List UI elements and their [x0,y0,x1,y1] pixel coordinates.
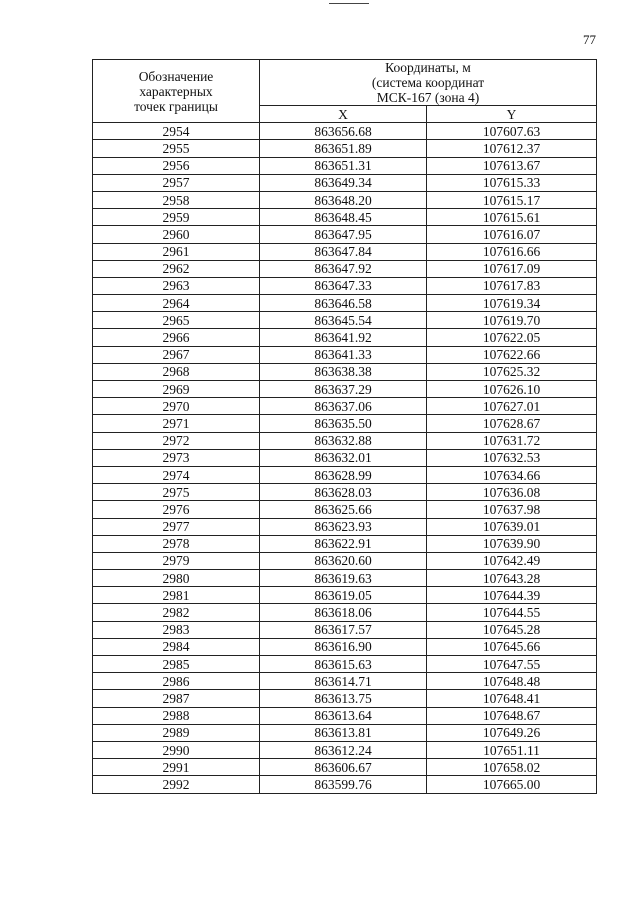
point-id-cell: 2981 [93,587,260,604]
x-coordinate-cell: 863613.81 [260,724,427,741]
point-id-cell: 2976 [93,501,260,518]
table-row [93,552,597,569]
y-coordinate-cell: 107645.66 [427,638,597,655]
table-row [93,724,597,741]
y-coordinate-cell: 107617.09 [427,260,597,277]
table-row [93,381,597,398]
x-coordinate-cell: 863612.24 [260,741,427,758]
point-id-cell: 2957 [93,174,260,191]
table-row [93,209,597,226]
y-coordinate-cell: 107634.66 [427,466,597,483]
x-coordinate-cell: 863619.05 [260,587,427,604]
y-coordinate-cell: 107649.26 [427,724,597,741]
point-id-cell: 2962 [93,260,260,277]
x-coordinate-cell: 863647.95 [260,226,427,243]
x-coordinate-cell: 863619.63 [260,570,427,587]
x-coordinate-cell: 863638.38 [260,363,427,380]
x-coordinate-cell: 863651.31 [260,157,427,174]
y-coordinate-cell: 107639.01 [427,518,597,535]
point-id-cell: 2990 [93,741,260,758]
point-id-cell: 2958 [93,191,260,208]
y-coordinate-cell: 107643.28 [427,570,597,587]
y-coordinate-cell: 107648.48 [427,673,597,690]
coordinates-table [92,59,597,794]
table-row [93,741,597,758]
x-coordinate-cell: 863625.66 [260,501,427,518]
x-column-header: X [260,106,427,123]
y-coordinate-cell: 107639.90 [427,535,597,552]
point-id-cell: 2954 [93,123,260,140]
point-id-cell: 2959 [93,209,260,226]
point-id-cell: 2980 [93,570,260,587]
table-row [93,707,597,724]
table-row [93,484,597,501]
point-id-cell: 2960 [93,226,260,243]
x-coordinate-cell: 863647.92 [260,260,427,277]
point-id-cell: 2955 [93,140,260,157]
y-coordinate-cell: 107622.66 [427,346,597,363]
x-coordinate-cell: 863620.60 [260,552,427,569]
table-row [93,312,597,329]
y-coordinate-cell: 107628.67 [427,415,597,432]
x-coordinate-cell: 863641.92 [260,329,427,346]
y-coordinate-cell: 107642.49 [427,552,597,569]
x-coordinate-cell: 863651.89 [260,140,427,157]
table-row [93,604,597,621]
y-coordinate-cell: 107644.39 [427,587,597,604]
x-coordinate-cell: 863617.57 [260,621,427,638]
point-id-cell: 2965 [93,312,260,329]
table-row [93,157,597,174]
table-row [93,363,597,380]
point-id-cell: 2969 [93,381,260,398]
table-row [93,295,597,312]
table-row [93,759,597,776]
table-row [93,570,597,587]
y-coordinate-cell: 107648.41 [427,690,597,707]
point-id-cell: 2966 [93,329,260,346]
x-coordinate-cell: 863649.34 [260,174,427,191]
point-id-cell: 2964 [93,295,260,312]
table-row [93,329,597,346]
x-coordinate-cell: 863648.20 [260,191,427,208]
coord-header-line: Координаты, м [385,60,471,75]
y-coordinate-cell: 107619.34 [427,295,597,312]
table-row [93,226,597,243]
x-coordinate-cell: 863648.45 [260,209,427,226]
point-header-line: Обозначение [138,68,214,84]
x-coordinate-cell: 863628.03 [260,484,427,501]
table-row [93,398,597,415]
coord-header-line: МСК-167 (зона 4) [376,90,480,105]
x-coordinate-cell: 863656.68 [260,123,427,140]
x-coordinate-cell: 863623.93 [260,518,427,535]
x-coordinate-cell: 863632.01 [260,449,427,466]
x-coordinate-cell: 863632.88 [260,432,427,449]
table-row [93,656,597,673]
y-coordinate-cell: 107626.10 [427,381,597,398]
point-id-cell: 2963 [93,277,260,294]
table-row [93,191,597,208]
x-coordinate-cell: 863599.76 [260,776,427,793]
point-id-cell: 2971 [93,415,260,432]
point-id-cell: 2968 [93,363,260,380]
x-coordinate-cell: 863645.54 [260,312,427,329]
table-row [93,518,597,535]
table-row [93,501,597,518]
point-designation-header [93,60,260,123]
x-coordinate-cell: 863646.58 [260,295,427,312]
x-coordinate-cell: 863613.75 [260,690,427,707]
point-id-cell: 2983 [93,621,260,638]
x-coordinate-cell: 863635.50 [260,415,427,432]
top-rule [329,3,369,4]
table-row [93,260,597,277]
y-coordinate-cell: 107613.67 [427,157,597,174]
point-id-cell: 2989 [93,724,260,741]
y-coordinate-cell: 107636.08 [427,484,597,501]
x-coordinate-cell: 863641.33 [260,346,427,363]
point-id-cell: 2985 [93,656,260,673]
table-row [93,638,597,655]
point-id-cell: 2975 [93,484,260,501]
y-coordinate-cell: 107625.32 [427,363,597,380]
point-id-cell: 2987 [93,690,260,707]
y-coordinate-cell: 107651.11 [427,741,597,758]
point-id-cell: 2988 [93,707,260,724]
y-coordinate-cell: 107627.01 [427,398,597,415]
point-id-cell: 2970 [93,398,260,415]
x-coordinate-cell: 863628.99 [260,466,427,483]
y-coordinate-cell: 107665.00 [427,776,597,793]
point-id-cell: 2956 [93,157,260,174]
page-number: 77 [583,32,596,47]
table-row [93,346,597,363]
y-coordinate-cell: 107647.55 [427,656,597,673]
x-coordinate-cell: 863647.33 [260,277,427,294]
coordinates-header [260,60,597,106]
table-body [93,123,597,793]
y-coordinate-cell: 107612.37 [427,140,597,157]
x-coordinate-cell: 863637.29 [260,381,427,398]
table-row [93,174,597,191]
point-id-cell: 2986 [93,673,260,690]
point-id-cell: 2992 [93,776,260,793]
y-coordinate-cell: 107622.05 [427,329,597,346]
point-id-cell: 2961 [93,243,260,260]
table-row [93,776,597,793]
table-row [93,535,597,552]
point-id-cell: 2974 [93,466,260,483]
y-coordinate-cell: 107617.83 [427,277,597,294]
table-row [93,449,597,466]
table-row [93,123,597,140]
table-row [93,621,597,638]
x-coordinate-cell: 863606.67 [260,759,427,776]
point-id-cell: 2982 [93,604,260,621]
x-coordinate-cell: 863637.06 [260,398,427,415]
x-coordinate-cell: 863618.06 [260,604,427,621]
point-header-line: точек границы [134,98,218,114]
x-coordinate-cell: 863615.63 [260,656,427,673]
point-id-cell: 2991 [93,759,260,776]
table-row [93,690,597,707]
table-row [93,466,597,483]
y-coordinate-cell: 107616.66 [427,243,597,260]
table-row [93,415,597,432]
point-id-cell: 2977 [93,518,260,535]
x-coordinate-cell: 863647.84 [260,243,427,260]
y-coordinate-cell: 107615.33 [427,174,597,191]
y-coordinate-cell: 107615.61 [427,209,597,226]
point-id-cell: 2978 [93,535,260,552]
y-coordinate-cell: 107645.28 [427,621,597,638]
x-coordinate-cell: 863614.71 [260,673,427,690]
y-coordinate-cell: 107607.63 [427,123,597,140]
y-coordinate-cell: 107619.70 [427,312,597,329]
y-coordinate-cell: 107637.98 [427,501,597,518]
y-coordinate-cell: 107631.72 [427,432,597,449]
table-row [93,673,597,690]
y-coordinate-cell: 107658.02 [427,759,597,776]
x-coordinate-cell: 863616.90 [260,638,427,655]
y-coordinate-cell: 107616.07 [427,226,597,243]
y-column-header: Y [427,106,597,123]
x-coordinate-cell: 863613.64 [260,707,427,724]
table-row [93,587,597,604]
point-id-cell: 2984 [93,638,260,655]
y-coordinate-cell: 107648.67 [427,707,597,724]
x-coordinate-cell: 863622.91 [260,535,427,552]
table-row [93,277,597,294]
coord-header-line: (система координат [371,75,485,90]
point-id-cell: 2972 [93,432,260,449]
table-row [93,243,597,260]
table-row [93,432,597,449]
table-row [93,140,597,157]
point-id-cell: 2967 [93,346,260,363]
y-coordinate-cell: 107615.17 [427,191,597,208]
point-id-cell: 2973 [93,449,260,466]
point-id-cell: 2979 [93,552,260,569]
y-coordinate-cell: 107632.53 [427,449,597,466]
point-header-line: характерных [139,83,213,99]
y-coordinate-cell: 107644.55 [427,604,597,621]
